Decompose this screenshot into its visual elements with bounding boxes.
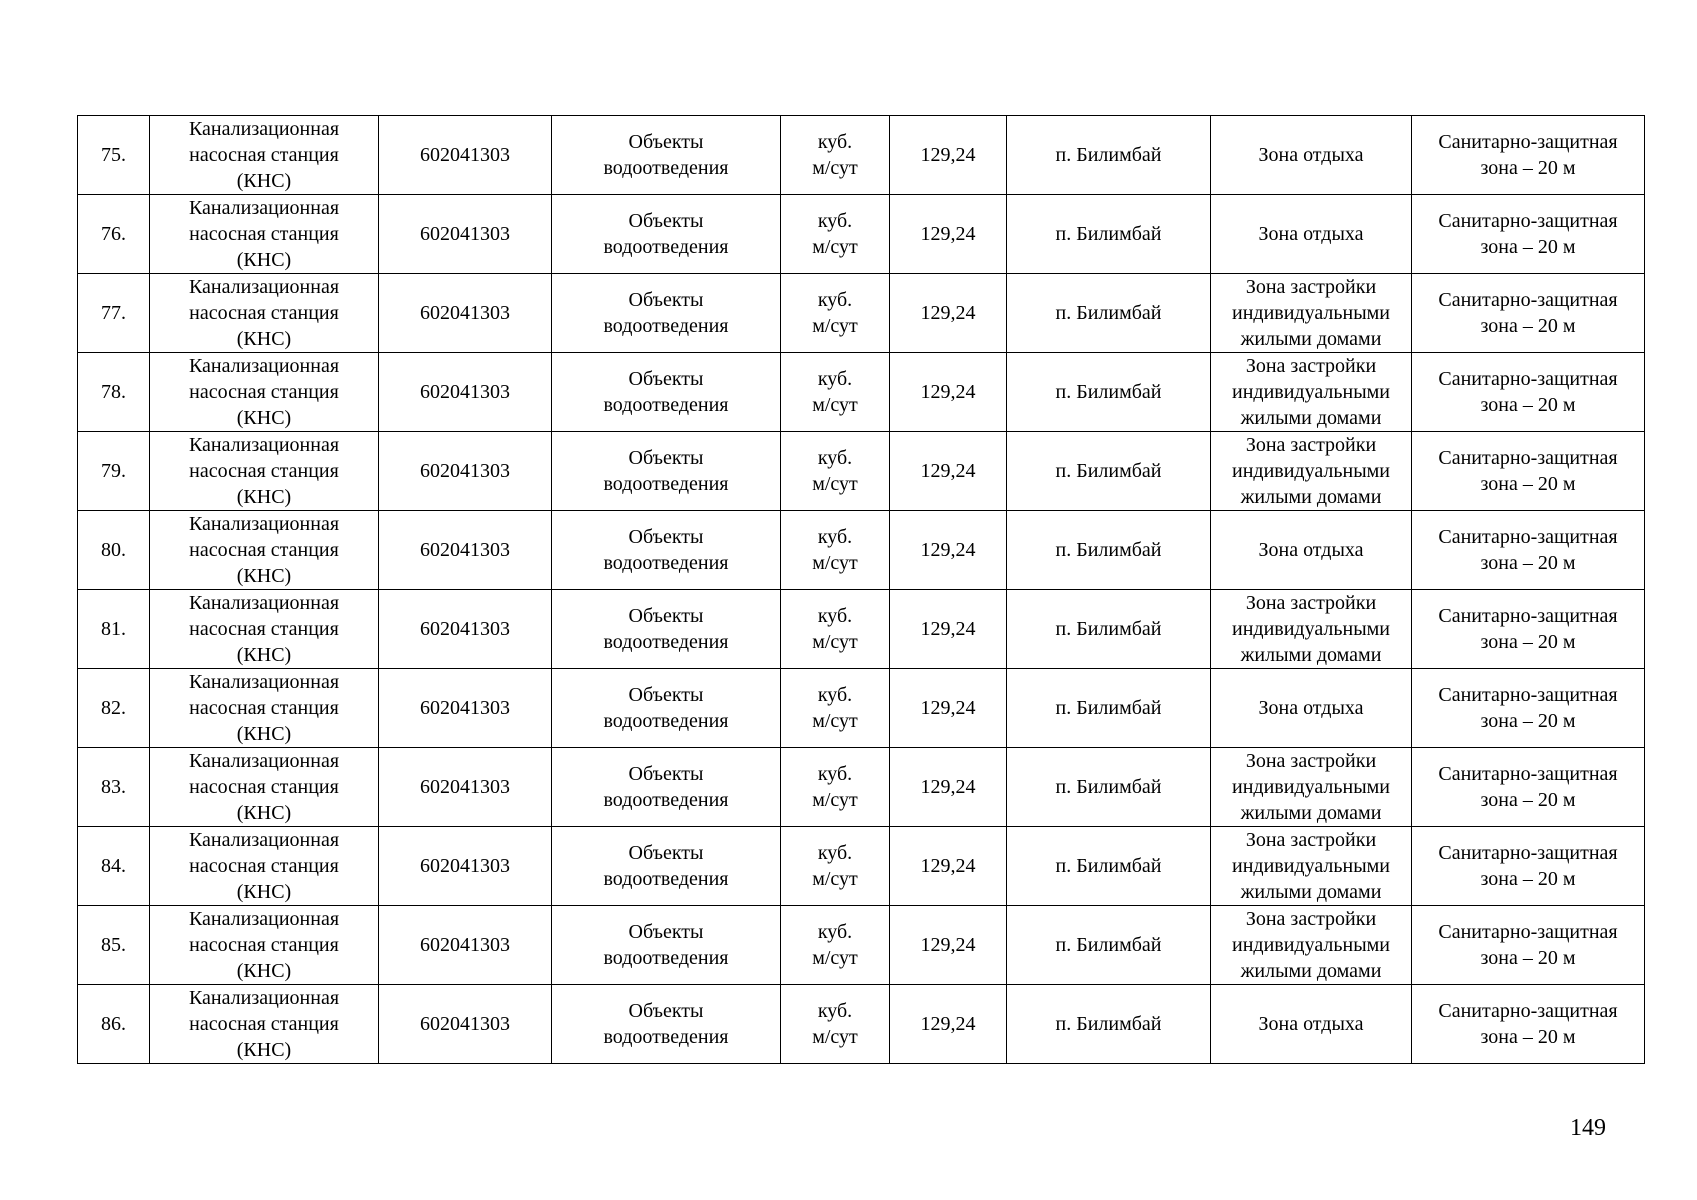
object-code: 602041303 — [420, 776, 510, 798]
capacity-value: 129,24 — [920, 302, 976, 324]
row-number-cell — [78, 590, 150, 669]
object-code: 602041303 — [420, 223, 510, 245]
row-number: 86. — [101, 1013, 126, 1035]
object-name: Канализационная насосная станция (КНС) — [188, 671, 340, 745]
object-code-cell — [379, 590, 552, 669]
row-number-cell — [78, 511, 150, 590]
functional-zone: Зона застройки индивидуальными жилыми домами — [1232, 829, 1390, 903]
table-row — [78, 590, 1645, 669]
functional-zone-cell — [1211, 353, 1412, 432]
object-type: Объекты водоотведения — [603, 447, 729, 495]
object-name-cell — [150, 748, 379, 827]
object-type-cell — [552, 195, 781, 274]
object-type-cell — [552, 511, 781, 590]
object-type: Объекты водоотведения — [603, 368, 729, 416]
object-type: Объекты водоотведения — [603, 131, 729, 179]
capacity-unit-cell — [781, 195, 890, 274]
location-cell — [1007, 669, 1211, 748]
object-type: Объекты водоотведения — [603, 210, 729, 258]
functional-zone-cell — [1211, 906, 1412, 985]
location-cell — [1007, 748, 1211, 827]
object-code-cell — [379, 432, 552, 511]
capacity-value: 129,24 — [920, 776, 976, 798]
capacity-value: 129,24 — [920, 381, 976, 403]
location-cell — [1007, 827, 1211, 906]
restriction-zone: Санитарно-защитная зона – 20 м — [1438, 684, 1618, 732]
object-type-cell — [552, 116, 781, 195]
functional-zone-cell — [1211, 985, 1412, 1064]
table-row — [78, 906, 1645, 985]
restriction-zone-cell — [1412, 116, 1645, 195]
object-type: Объекты водоотведения — [603, 526, 729, 574]
object-code-cell — [379, 511, 552, 590]
object-code: 602041303 — [420, 302, 510, 324]
object-type: Объекты водоотведения — [603, 921, 729, 969]
row-number-cell — [78, 985, 150, 1064]
object-type: Объекты водоотведения — [603, 842, 729, 890]
capacity-unit-cell — [781, 985, 890, 1064]
capacity-value: 129,24 — [920, 697, 976, 719]
restriction-zone: Санитарно-защитная зона – 20 м — [1438, 447, 1618, 495]
location: п. Билимбай — [1055, 618, 1162, 640]
functional-zone-cell — [1211, 748, 1412, 827]
row-number: 80. — [101, 539, 126, 561]
object-name-cell — [150, 511, 379, 590]
capacity-unit: куб. м/сут — [812, 605, 858, 653]
location-cell — [1007, 195, 1211, 274]
restriction-zone: Санитарно-защитная зона – 20 м — [1438, 921, 1618, 969]
capacity-unit: куб. м/сут — [812, 842, 858, 890]
table-row — [78, 274, 1645, 353]
capacity-unit: куб. м/сут — [812, 921, 858, 969]
object-type-cell — [552, 748, 781, 827]
capacity-value: 129,24 — [920, 934, 976, 956]
capacity-unit-cell — [781, 669, 890, 748]
object-type-cell — [552, 985, 781, 1064]
capacity-value-cell — [890, 195, 1007, 274]
row-number-cell — [78, 748, 150, 827]
object-type: Объекты водоотведения — [603, 605, 729, 653]
capacity-value-cell — [890, 511, 1007, 590]
object-code-cell — [379, 353, 552, 432]
row-number-cell — [78, 195, 150, 274]
row-number-cell — [78, 906, 150, 985]
location-cell — [1007, 906, 1211, 985]
capacity-unit-cell — [781, 827, 890, 906]
restriction-zone: Санитарно-защитная зона – 20 м — [1438, 210, 1618, 258]
capacity-value: 129,24 — [920, 618, 976, 640]
object-code: 602041303 — [420, 697, 510, 719]
row-number: 83. — [101, 776, 126, 798]
object-type: Объекты водоотведения — [603, 763, 729, 811]
functional-zone-cell — [1211, 511, 1412, 590]
functional-zone: Зона отдыха — [1258, 1013, 1364, 1035]
facilities-table — [77, 115, 1645, 1064]
row-number: 78. — [101, 381, 126, 403]
capacity-unit-cell — [781, 511, 890, 590]
row-number: 82. — [101, 697, 126, 719]
object-code-cell — [379, 274, 552, 353]
restriction-zone-cell — [1412, 748, 1645, 827]
capacity-value: 129,24 — [920, 1013, 976, 1035]
location-cell — [1007, 985, 1211, 1064]
functional-zone: Зона отдыха — [1258, 223, 1364, 245]
object-type-cell — [552, 274, 781, 353]
row-number: 77. — [101, 302, 126, 324]
table-row — [78, 748, 1645, 827]
capacity-unit: куб. м/сут — [812, 289, 858, 337]
capacity-value-cell — [890, 116, 1007, 195]
object-name: Канализационная насосная станция (КНС) — [188, 829, 340, 903]
object-code: 602041303 — [420, 618, 510, 640]
object-code-cell — [379, 906, 552, 985]
functional-zone-cell — [1211, 116, 1412, 195]
object-name-cell — [150, 906, 379, 985]
table-row — [78, 511, 1645, 590]
restriction-zone-cell — [1412, 985, 1645, 1064]
object-code-cell — [379, 827, 552, 906]
object-name: Канализационная насосная станция (КНС) — [188, 908, 340, 982]
object-name: Канализационная насосная станция (КНС) — [188, 750, 340, 824]
row-number: 75. — [101, 144, 126, 166]
page-number: 149 — [1570, 1115, 1606, 1141]
capacity-unit-cell — [781, 748, 890, 827]
capacity-value: 129,24 — [920, 144, 976, 166]
restriction-zone: Санитарно-защитная зона – 20 м — [1438, 763, 1618, 811]
restriction-zone-cell — [1412, 669, 1645, 748]
capacity-unit-cell — [781, 353, 890, 432]
functional-zone-cell — [1211, 590, 1412, 669]
capacity-value-cell — [890, 906, 1007, 985]
capacity-unit-cell — [781, 432, 890, 511]
table-row — [78, 195, 1645, 274]
object-type-cell — [552, 827, 781, 906]
object-type-cell — [552, 590, 781, 669]
capacity-value-cell — [890, 827, 1007, 906]
capacity-unit-cell — [781, 906, 890, 985]
object-name-cell — [150, 195, 379, 274]
object-name: Канализационная насосная станция (КНС) — [188, 592, 340, 666]
object-name: Канализационная насосная станция (КНС) — [188, 987, 340, 1061]
object-name: Канализационная насосная станция (КНС) — [188, 513, 340, 587]
capacity-value: 129,24 — [920, 855, 976, 877]
location: п. Билимбай — [1055, 697, 1162, 719]
object-name-cell — [150, 827, 379, 906]
object-type: Объекты водоотведения — [603, 1000, 729, 1048]
capacity-unit: куб. м/сут — [812, 447, 858, 495]
functional-zone: Зона застройки индивидуальными жилыми домами — [1232, 355, 1390, 429]
object-type-cell — [552, 353, 781, 432]
capacity-value-cell — [890, 590, 1007, 669]
functional-zone-cell — [1211, 432, 1412, 511]
capacity-unit: куб. м/сут — [812, 684, 858, 732]
object-name-cell — [150, 116, 379, 195]
restriction-zone: Санитарно-защитная зона – 20 м — [1438, 131, 1618, 179]
object-code-cell — [379, 669, 552, 748]
row-number: 81. — [101, 618, 126, 640]
row-number: 79. — [101, 460, 126, 482]
object-name-cell — [150, 669, 379, 748]
restriction-zone-cell — [1412, 511, 1645, 590]
capacity-unit: куб. м/сут — [812, 368, 858, 416]
table-body — [78, 116, 1645, 1064]
object-type-cell — [552, 906, 781, 985]
row-number: 84. — [101, 855, 126, 877]
functional-zone-cell — [1211, 195, 1412, 274]
object-name-cell — [150, 274, 379, 353]
table-row — [78, 116, 1645, 195]
object-type: Объекты водоотведения — [603, 684, 729, 732]
object-type-cell — [552, 669, 781, 748]
capacity-value-cell — [890, 353, 1007, 432]
row-number-cell — [78, 827, 150, 906]
object-code: 602041303 — [420, 1013, 510, 1035]
object-code: 602041303 — [420, 539, 510, 561]
functional-zone: Зона застройки индивидуальными жилыми домами — [1232, 434, 1390, 508]
capacity-value-cell — [890, 985, 1007, 1064]
location-cell — [1007, 511, 1211, 590]
restriction-zone: Санитарно-защитная зона – 20 м — [1438, 842, 1618, 890]
location: п. Билимбай — [1055, 381, 1162, 403]
functional-zone-cell — [1211, 274, 1412, 353]
capacity-unit: куб. м/сут — [812, 131, 858, 179]
object-name: Канализационная насосная станция (КНС) — [188, 355, 340, 429]
location-cell — [1007, 274, 1211, 353]
location: п. Билимбай — [1055, 460, 1162, 482]
object-code: 602041303 — [420, 460, 510, 482]
functional-zone: Зона отдыха — [1258, 697, 1364, 719]
location: п. Билимбай — [1055, 144, 1162, 166]
restriction-zone: Санитарно-защитная зона – 20 м — [1438, 526, 1618, 574]
table-row — [78, 827, 1645, 906]
functional-zone-cell — [1211, 669, 1412, 748]
row-number: 76. — [101, 223, 126, 245]
capacity-value-cell — [890, 274, 1007, 353]
object-name: Канализационная насосная станция (КНС) — [188, 276, 340, 350]
object-name: Канализационная насосная станция (КНС) — [188, 118, 340, 192]
object-type-cell — [552, 432, 781, 511]
object-name-cell — [150, 590, 379, 669]
restriction-zone: Санитарно-защитная зона – 20 м — [1438, 1000, 1618, 1048]
location-cell — [1007, 116, 1211, 195]
object-name-cell — [150, 985, 379, 1064]
capacity-unit-cell — [781, 116, 890, 195]
object-code: 602041303 — [420, 934, 510, 956]
functional-zone-cell — [1211, 827, 1412, 906]
location: п. Билимбай — [1055, 776, 1162, 798]
object-type: Объекты водоотведения — [603, 289, 729, 337]
object-code: 602041303 — [420, 381, 510, 403]
capacity-value-cell — [890, 432, 1007, 511]
location-cell — [1007, 590, 1211, 669]
row-number-cell — [78, 353, 150, 432]
location: п. Билимбай — [1055, 855, 1162, 877]
row-number: 85. — [101, 934, 126, 956]
row-number-cell — [78, 116, 150, 195]
capacity-unit: куб. м/сут — [812, 1000, 858, 1048]
restriction-zone: Санитарно-защитная зона – 20 м — [1438, 368, 1618, 416]
table-row — [78, 353, 1645, 432]
capacity-unit: куб. м/сут — [812, 210, 858, 258]
object-code-cell — [379, 195, 552, 274]
restriction-zone-cell — [1412, 353, 1645, 432]
location: п. Билимбай — [1055, 223, 1162, 245]
object-code: 602041303 — [420, 855, 510, 877]
object-code-cell — [379, 748, 552, 827]
location: п. Билимбай — [1055, 302, 1162, 324]
object-name-cell — [150, 432, 379, 511]
capacity-unit: куб. м/сут — [812, 526, 858, 574]
row-number-cell — [78, 669, 150, 748]
capacity-unit: куб. м/сут — [812, 763, 858, 811]
capacity-unit-cell — [781, 590, 890, 669]
capacity-value: 129,24 — [920, 539, 976, 561]
object-code: 602041303 — [420, 144, 510, 166]
table-row — [78, 432, 1645, 511]
capacity-value-cell — [890, 669, 1007, 748]
functional-zone: Зона застройки индивидуальными жилыми домами — [1232, 592, 1390, 666]
location: п. Билимбай — [1055, 1013, 1162, 1035]
restriction-zone-cell — [1412, 827, 1645, 906]
functional-zone: Зона застройки индивидуальными жилыми домами — [1232, 750, 1390, 824]
restriction-zone-cell — [1412, 432, 1645, 511]
location: п. Билимбай — [1055, 934, 1162, 956]
location: п. Билимбай — [1055, 539, 1162, 561]
restriction-zone-cell — [1412, 590, 1645, 669]
object-code-cell — [379, 985, 552, 1064]
location-cell — [1007, 353, 1211, 432]
object-name: Канализационная насосная станция (КНС) — [188, 197, 340, 271]
restriction-zone-cell — [1412, 906, 1645, 985]
functional-zone: Зона застройки индивидуальными жилыми домами — [1232, 276, 1390, 350]
functional-zone: Зона отдыха — [1258, 539, 1364, 561]
object-name: Канализационная насосная станция (КНС) — [188, 434, 340, 508]
restriction-zone-cell — [1412, 274, 1645, 353]
object-name-cell — [150, 353, 379, 432]
capacity-unit-cell — [781, 274, 890, 353]
capacity-value-cell — [890, 748, 1007, 827]
capacity-value: 129,24 — [920, 223, 976, 245]
table-row — [78, 985, 1645, 1064]
row-number-cell — [78, 432, 150, 511]
location-cell — [1007, 432, 1211, 511]
row-number-cell — [78, 274, 150, 353]
object-code-cell — [379, 116, 552, 195]
restriction-zone: Санитарно-защитная зона – 20 м — [1438, 289, 1618, 337]
functional-zone: Зона отдыха — [1258, 144, 1364, 166]
capacity-value: 129,24 — [920, 460, 976, 482]
functional-zone: Зона застройки индивидуальными жилыми домами — [1232, 908, 1390, 982]
table-row — [78, 669, 1645, 748]
restriction-zone: Санитарно-защитная зона – 20 м — [1438, 605, 1618, 653]
restriction-zone-cell — [1412, 195, 1645, 274]
